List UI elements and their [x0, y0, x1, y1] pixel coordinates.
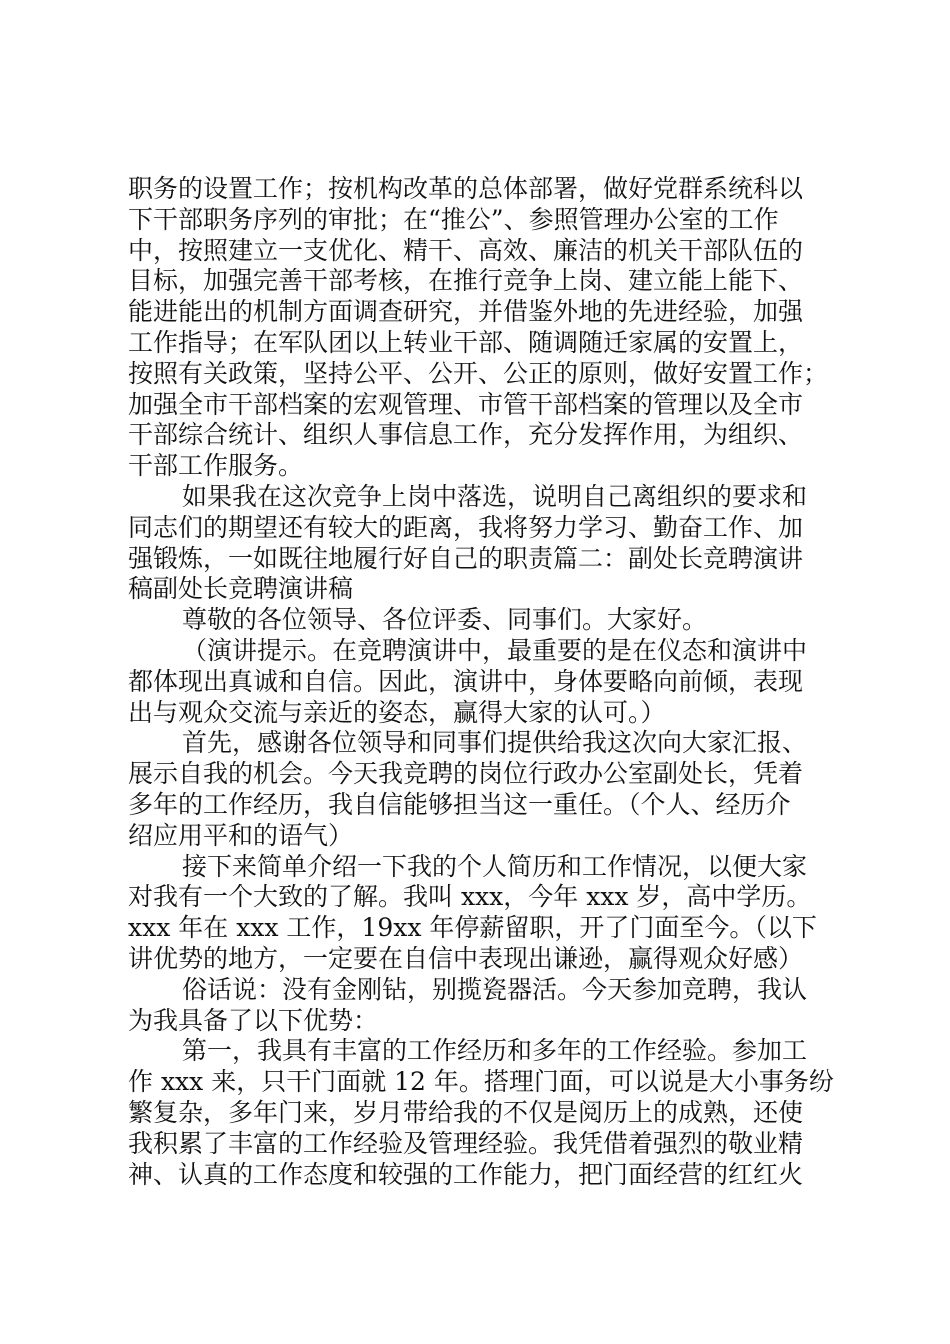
text-line: 讲优势的地方，一定要在自信中表现出谦逊，赢得观众好感） [128, 943, 804, 973]
text-line: xxx 年在 xxx 工作，19xx 年停薪留职，开了门面至今。（以下 [128, 913, 817, 943]
paragraph [128, 1036, 834, 1190]
text-line: 下干部职务序列的审批；在“推公”、参照管理办公室的工作 [128, 204, 779, 234]
paragraph [128, 174, 828, 482]
text-line: 中，按照建立一支优化、精干、高效、廉洁的机关干部队伍的 [128, 235, 804, 265]
paragraph [128, 605, 828, 636]
text-line: 我积累了丰富的工作经验及管理经验。我凭借着强烈的敬业精 [128, 1128, 804, 1158]
text-line: 目标，加强完善干部考核，在推行竞争上岗、建立能上能下、 [128, 266, 804, 296]
text-line: 首先，感谢各位领导和同事们提供给我这次向大家汇报、 [182, 728, 808, 758]
text-line: 干部综合统计、组织人事信息工作，充分发挥作用，为组织、 [128, 420, 804, 450]
text-line: 俗话说：没有金刚钻，别揽瓷器活。今天参加竞聘，我认 [182, 974, 808, 1004]
text-line: （演讲提示。在竞聘演讲中，最重要的是在仪态和演讲中 [182, 635, 808, 665]
text-line: 出与观众交流与亲近的姿态，赢得大家的认可。） [128, 697, 666, 727]
text-line: 繁复杂，多年门来，岁月带给我的不仅是阅历上的成熟，还使 [128, 1097, 804, 1127]
text-line: 对我有一个大致的了解。我叫 xxx，今年 xxx 岁，高中学历。 [128, 882, 812, 912]
text-line: 接下来简单介绍一下我的个人简历和工作情况，以便大家 [182, 851, 808, 881]
text-line: 干部工作服务。 [128, 451, 304, 481]
text-line: 尊敬的各位领导、各位评委、同事们。大家好。 [182, 605, 708, 635]
text-line: 展示自我的机会。今天我竞聘的岗位行政办公室副处长，凭着 [128, 759, 804, 789]
text-line: 按照有关政策，坚持公平、公开、公正的原则，做好安置工作； [128, 358, 829, 388]
text-line: 稿副处长竞聘演讲稿 [128, 574, 354, 604]
text-line: 神、认真的工作态度和较强的工作能力，把门面经营的红红火 [128, 1159, 804, 1189]
text-line: 多年的工作经历，我自信能够担当这一重任。（个人、经历介 [128, 789, 791, 819]
text-line: 强锻炼，一如既往地履行好自己的职责篇二：副处长竞聘演讲 [128, 543, 804, 573]
text-line: 作 xxx 来，只干门面就 12 年。搭理门面，可以说是大小事务纷 [128, 1067, 834, 1097]
paragraph [128, 728, 828, 851]
text-line: 都体现出真诚和自信。因此，演讲中，身体要略向前倾，表现 [128, 666, 804, 696]
paragraph [128, 975, 828, 1037]
paragraph [128, 852, 828, 975]
paragraph [128, 636, 828, 728]
paragraph [128, 482, 828, 605]
text-line: 绍应用平和的语气） [128, 820, 354, 850]
text-line: 工作指导；在军队团以上转业干部、随调随迁家属的安置上， [128, 327, 804, 357]
text-line: 能进能出的机制方面调查研究，并借鉴外地的先进经验，加强 [128, 297, 804, 327]
text-line: 为我具备了以下优势： [128, 1005, 379, 1035]
document-body [128, 174, 834, 1190]
text-line: 加强全市干部档案的宏观管理、市管干部档案的管理以及全市 [128, 389, 804, 419]
text-line: 同志们的期望还有较大的距离，我将努力学习、勤奋工作、加 [128, 512, 804, 542]
text-line: 第一，我具有丰富的工作经历和多年的工作经验。参加工 [182, 1036, 808, 1066]
text-line: 如果我在这次竞争上岗中落选，说明自己离组织的要求和 [182, 481, 808, 511]
text-line: 职务的设置工作；按机构改革的总体部署，做好党群系统科以 [128, 174, 804, 203]
